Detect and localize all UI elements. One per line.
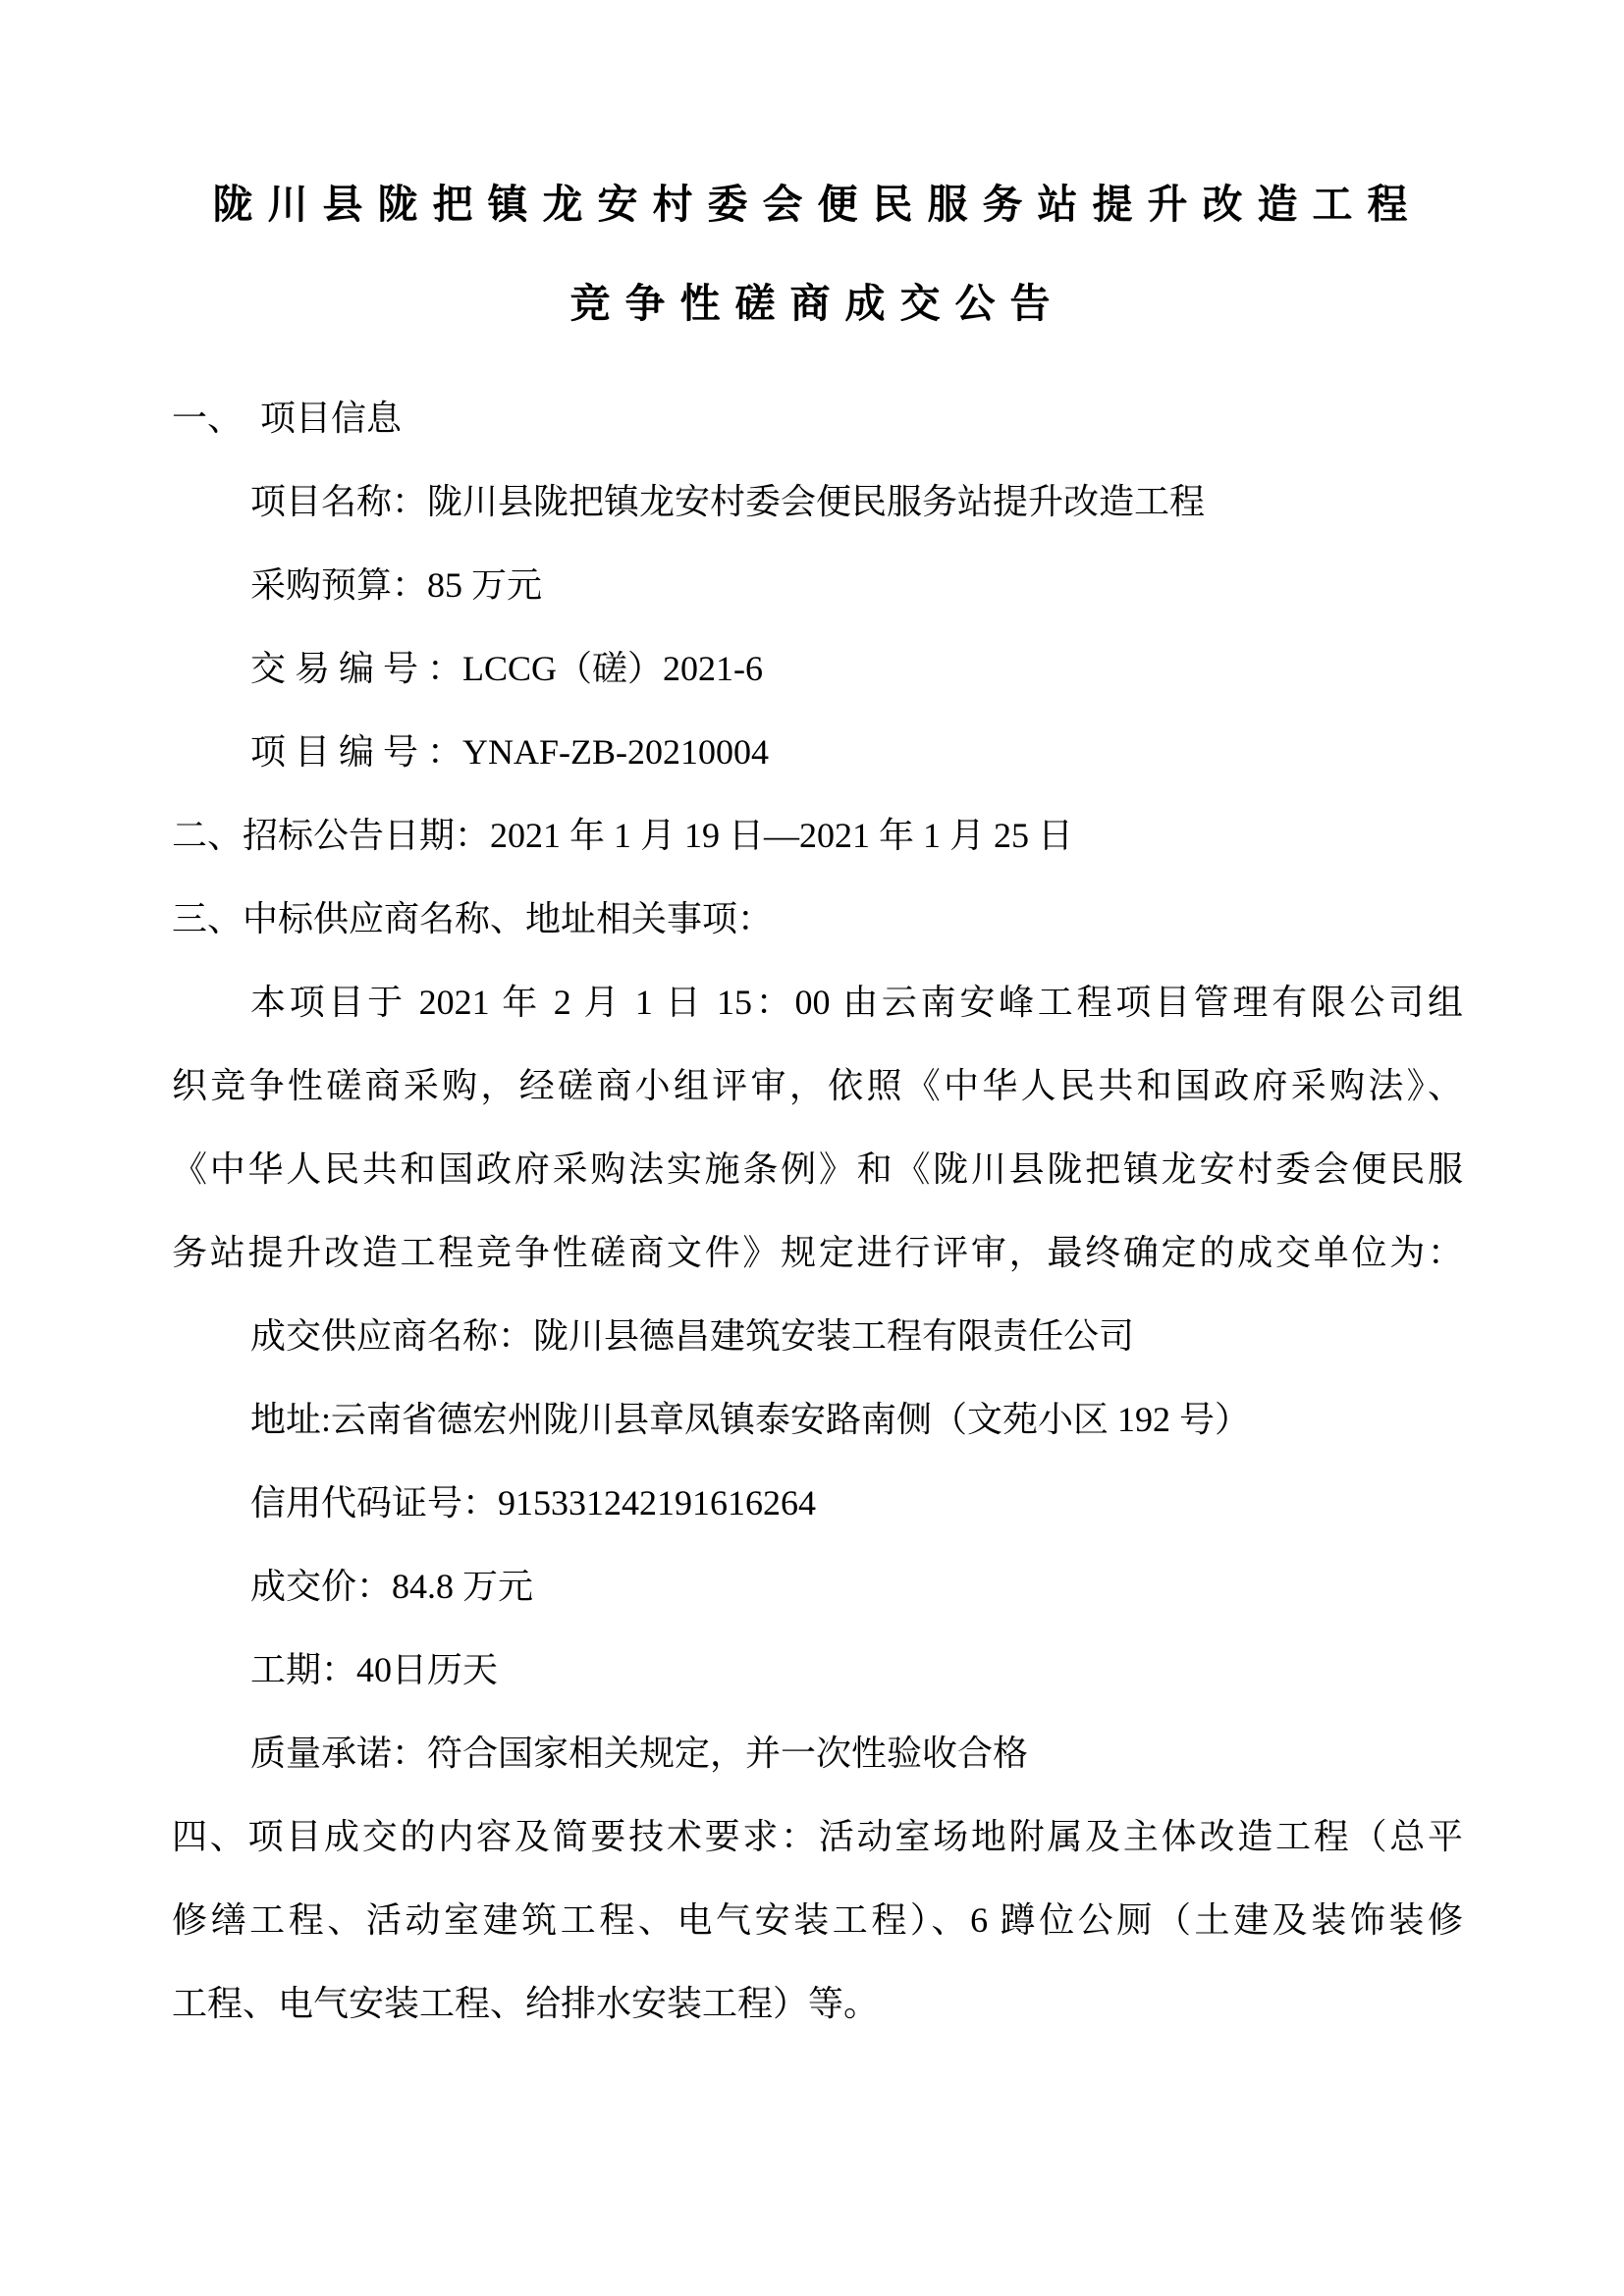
text-line: 信用代码证号：915331242191616264 xyxy=(250,1483,817,1522)
text-line: 工程、电气安装工程、给排水安装工程）等。 xyxy=(172,1984,880,2023)
document-body xyxy=(172,377,1463,2046)
text-line: 修缮工程、活动室建筑工程、电气安装工程）、6 蹲位公厕（土建及装饰装修 xyxy=(172,1900,1463,1940)
text-line: 织竞争性磋商采购，经磋商小组评审，依照《中华人民共和国政府采购法》、 xyxy=(172,1066,1463,1105)
text-line: 二、招标公告日期：2021 年 1 月 19 日—2021 年 1 月 25 日 xyxy=(172,816,1074,855)
document-title-line-1: 陇川县陇把镇龙安村委会便民服务站提升改造工程 xyxy=(212,182,1423,227)
text-line: 《中华人民共和国政府采购法实施条例》和《陇川县陇把镇龙安村委会便民服 xyxy=(172,1149,1463,1189)
text-line: 项 目 编 号 ：YNAF-ZB-20210004 xyxy=(250,732,769,772)
text-line: 四、项目成交的内容及简要技术要求：活动室场地附属及主体改造工程（总平 xyxy=(172,1817,1463,1856)
text-line: 一、 项目信息 xyxy=(172,399,403,438)
text-line: 本项目于 2021 年 2 月 1 日 15：00 由云南安峰工程项目管理有限公司组 xyxy=(250,983,1463,1022)
text-line: 质量承诺：符合国家相关规定，并一次性验收合格 xyxy=(250,1734,1029,1773)
text-line: 交 易 编 号 ：LCCG（磋）2021-6 xyxy=(250,649,764,688)
text-line: 地址:云南省德宏州陇川县章凤镇泰安路南侧（文苑小区 192 号） xyxy=(250,1400,1251,1439)
text-line: 三、中标供应商名称、地址相关事项： xyxy=(172,899,774,938)
text-line: 成交价：84.8 万元 xyxy=(250,1567,534,1606)
text-line: 项目名称：陇川县陇把镇龙安村委会便民服务站提升改造工程 xyxy=(250,482,1206,521)
text-line: 成交供应商名称：陇川县德昌建筑安装工程有限责任公司 xyxy=(250,1316,1135,1356)
document-title-line-2: 竞争性磋商成交公告 xyxy=(569,281,1065,326)
text-line: 采购预算：85 万元 xyxy=(250,565,543,605)
text-line: 务站提升改造工程竞争性磋商文件》规定进行评审，最终确定的成交单位为： xyxy=(172,1233,1463,1272)
text-line: 工期：40日历天 xyxy=(250,1650,499,1689)
